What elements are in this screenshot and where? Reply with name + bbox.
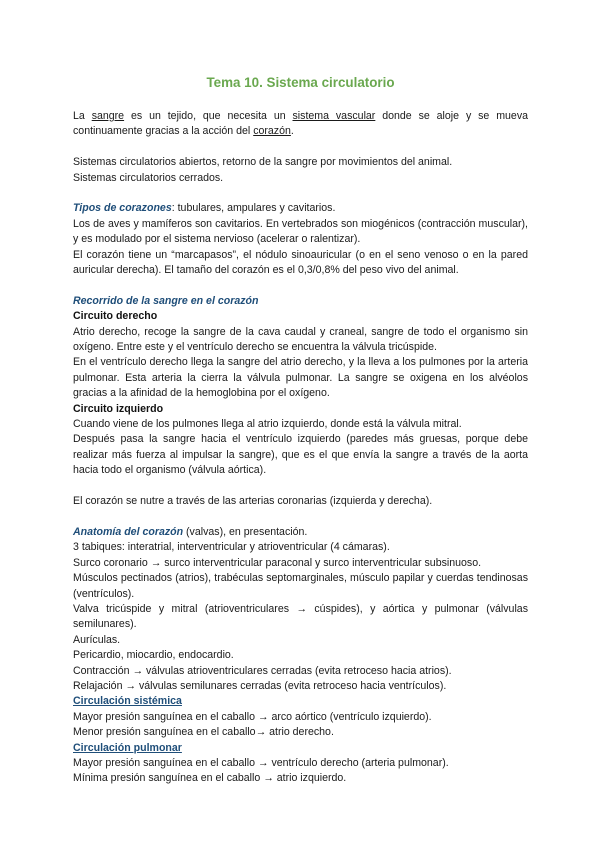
anatomy-heading-line (73, 525, 528, 540)
list-item: Menor presión sanguínea en el caballo→ atrio derecho. (73, 726, 334, 739)
underlined-term: sistema vascular (292, 110, 376, 122)
list-item: 3 tabiques: interatrial, interventricular y atrioventricular (4 cámaras). (73, 541, 390, 554)
paragraph: El corazón tiene un “marcapasos”, el nódulo sinoauricular (o en el seno venoso o en la pared auricular derecha). El tamaño del corazón es el 0,3/0,8% del peso vivo del animal. (73, 248, 528, 277)
underlined-term: sangre (91, 110, 125, 122)
subheading: Circuito derecho (73, 310, 158, 323)
paragraph: Los de aves y mamíferos son cavitarios. En vertebrados son miogénicos (contracción muscular), y es modulado por el sistema nervioso (acelerar o ralentizar). (73, 217, 528, 246)
document-page (73, 68, 528, 787)
intro-text: . (290, 125, 294, 138)
heading-rest: : tubulares, ampulares y cavitarios. (171, 202, 336, 215)
list-item: Surco coronario → surco interventricular paraconal y surco interventricular subsinuoso. (73, 556, 482, 569)
section-heading: Anatomía del corazón (73, 525, 184, 538)
paragraph: Cuando viene de los pulmones llega al atrio izquierdo, donde está la válvula mitral. (73, 418, 462, 431)
intro-paragraph (73, 109, 528, 140)
underlined-term: corazón (253, 125, 291, 138)
paragraph: Después pasa la sangre hacia el ventrículo izquierdo (paredes más gruesas, porque debe realizar más fuerza al impulsar la sangre), que es el que envía la sangre a través de la aorta hacia todo el organismo (válvula aórtica). (73, 433, 528, 477)
section-heading: Recorrido de la sangre en el corazón (73, 294, 259, 307)
heart-types-line (73, 201, 528, 216)
list-item: Mayor presión sanguínea en el caballo → ventrículo derecho (arteria pulmonar). (73, 756, 449, 769)
closed-systems-line: Sistemas circulatorios cerrados. (73, 171, 224, 184)
open-systems-line: Sistemas circulatorios abiertos, retorno de la sangre por movimientos del animal. (73, 156, 453, 169)
section-heading: Tipos de corazones (73, 202, 172, 215)
paragraph: El corazón se nutre a través de las arterias coronarias (izquierda y derecha). (73, 495, 433, 508)
list-item: Contracción → válvulas atrioventriculares cerradas (evita retroceso hacia atrios). (73, 664, 452, 677)
intro-text: es un tejido, que necesita un (124, 110, 293, 122)
intro-text: donde se aloje y se mueva continuamente gracias a la acción del (73, 110, 529, 138)
list-item: Relajación → válvulas semilunares cerradas (evita retroceso hacia ventrículos). (73, 679, 447, 692)
list-item: Aurículas. (73, 633, 121, 646)
list-item: Mínima presión sanguínea en el caballo → atrio izquierdo. (73, 772, 347, 785)
list-item: Valva tricúspide y mitral (atrioventriculares → cúspides), y aórtica y pulmonar (válvulas semilunares). (73, 602, 528, 631)
list-item: Pericardio, miocardio, endocardio. (73, 649, 234, 662)
intro-text: La (73, 110, 92, 122)
heading-rest: (valvas), en presentación. (183, 525, 308, 538)
section-heading: Circulación sistémica (73, 695, 182, 708)
page-title: Tema 10. Sistema circulatorio (206, 75, 395, 90)
section-heading: Circulación pulmonar (73, 741, 182, 754)
list-item: Músculos pectinados (atrios), trabéculas septomarginales, músculo papilar y cuerdas tendinosas (ventrículos). (73, 572, 528, 600)
list-item: Mayor presión sanguínea en el caballo → arco aórtico (ventrículo izquierdo). (73, 710, 432, 723)
paragraph: Atrio derecho, recoge la sangre de la cava caudal y craneal, sangre de todo el organismo sin oxígeno. Entre este y el ventrículo derecho se encuentra la válvula tricúspide. (73, 325, 528, 354)
subheading: Circuito izquierdo (73, 402, 164, 415)
paragraph: En el ventrículo derecho llega la sangre del atrio derecho, y la lleva a los pulmones por la arteria pulmonar. Esta arteria la cierra la válvula pulmonar. La sangre se oxigena en los alvéolos gracias a la afinidad de la hemoglobina por el oxígeno. (73, 356, 528, 400)
